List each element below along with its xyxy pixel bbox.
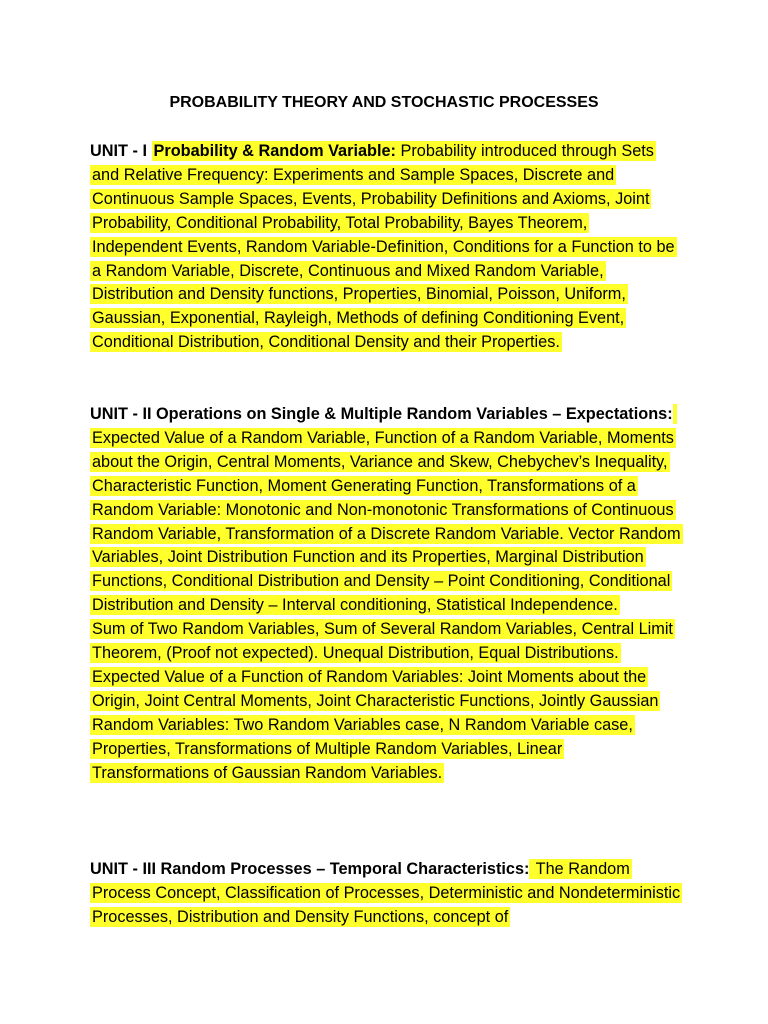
- unit-2-paragraph-1: [90, 403, 682, 618]
- unit-2-section: [90, 403, 682, 786]
- unit-1-heading: Probability & Random Variable:: [153, 142, 396, 160]
- unit-2-body-2: Sum of Two Random Variables, Sum of Several Random Variables, Central Limit Theorem, (Proof not expected). Unequal Distribution, Equal Distributions. Expected Value of a Function of Random Variables: Joint Moments about the Origin, Joint Central Moments, Joint Characteristic Functions, Jointly Gaussian Random Variables: Two Random Variables case, N Random Variable case, Properties, Transformations of Multiple Random Variables, Linear Transformations of Gaussian Random Variables.: [92, 620, 673, 782]
- unit-2-heading: Expectations:: [565, 405, 673, 423]
- unit-3-body: The Random Process Concept, Classification of Processes, Deterministic and Nondeterministic Processes, Distribution and Density Functions, concept of: [92, 860, 681, 926]
- unit-1-section: [90, 140, 682, 355]
- unit-1-label: UNIT - I: [90, 142, 152, 160]
- unit-1-body: Probability introduced through Sets and Relative Frequency: Experiments and Sample Spaces, Discrete and Continuous Sample Spaces, Events, Probability Definitions and Axioms, Joint Probability, Conditional Probability, Total Probability, Bayes Theorem, Independent Events, Random Variable-Definition, Conditions for a Function to be a Random Variable, Discrete, Continuous and Mixed Random Variable, Distribution and Density functions, Properties, Binomial, Poisson, Uniform, Gaussian, Exponential, Rayleigh, Methods of defining Conditioning Event, Conditional Distribution, Conditional Density and their Properties.: [92, 142, 675, 352]
- unit-1-paragraph: [90, 140, 682, 355]
- document-title: PROBABILITY THEORY AND STOCHASTIC PROCESSES: [169, 94, 599, 111]
- unit-3-paragraph: [90, 858, 682, 930]
- unit-2-body-1: Expected Value of a Random Variable, Function of a Random Variable, Moments about the Origin, Central Moments, Variance and Skew, Chebychev’s Inequality, Characteristic Function, Moment Generating Function, Transformations of a Random Variable: Monotonic and Non-monotonic Transformations of Continuous Random Variable, Transformation of a Discrete Random Variable. Vector Random Variables, Joint Distribution Function and its Properties, Marginal Distribution Functions, Conditional Distribution and Density – Point Conditioning, Conditional Distribution and Density – Interval conditioning, Statistical Independence.: [90, 404, 683, 615]
- unit-2-label: UNIT - II Operations on Single & Multiple Random Variables –: [90, 405, 566, 423]
- unit-3-section: [90, 858, 682, 930]
- unit-3-label: UNIT - III Random Processes – Temporal Characteristics:: [90, 860, 530, 878]
- unit-1-highlighted-text: [90, 141, 677, 352]
- unit-2-paragraph-2: [90, 618, 682, 785]
